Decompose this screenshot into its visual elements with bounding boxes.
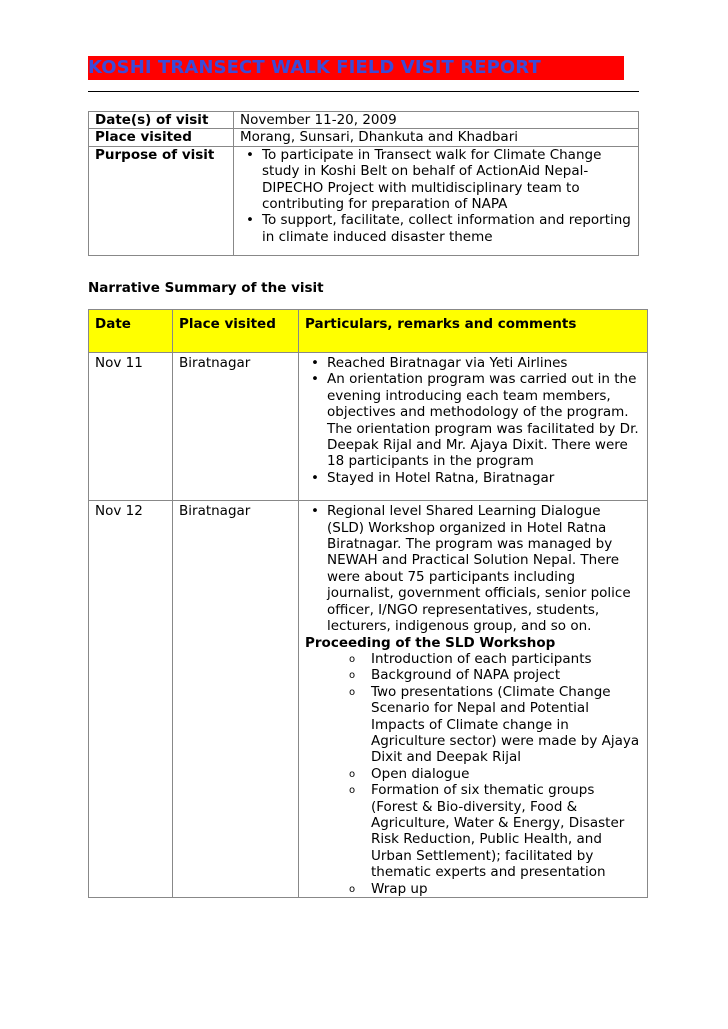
proceeding-subheading: Proceeding of the SLD Workshop bbox=[305, 634, 556, 651]
narrative-heading: Narrative Summary of the visit bbox=[88, 280, 324, 296]
list-item: o Background of NAPA project bbox=[305, 667, 641, 683]
narrative-table bbox=[88, 309, 648, 898]
row-place: Biratnagar bbox=[173, 501, 299, 898]
particulars-list bbox=[305, 355, 641, 486]
header-place: Place visited bbox=[173, 310, 299, 353]
report-title: KOSHI TRANSECT WALK FIELD VISIT REPORT bbox=[88, 56, 624, 80]
place-label: Place visited bbox=[89, 129, 234, 146]
list-item: o Wrap up bbox=[305, 881, 641, 897]
row-date: Nov 11 bbox=[89, 353, 173, 501]
table-row bbox=[89, 353, 648, 501]
title-underline bbox=[88, 91, 639, 92]
purpose-label: Purpose of visit bbox=[89, 146, 234, 255]
list-item: o Introduction of each participants bbox=[305, 651, 641, 667]
dates-label: Date(s) of visit bbox=[89, 112, 234, 129]
header-particulars: Particulars, remarks and comments bbox=[299, 310, 648, 353]
row-date: Nov 12 bbox=[89, 501, 173, 898]
list-item: • Reached Biratnagar via Yeti Airlines bbox=[305, 355, 641, 371]
list-item: o Two presentations (Climate Change Scenario for Nepal and Potential Impacts of Climate change in Agriculture sector) were made by Ajaya Dixit and Deepak Rijal bbox=[305, 684, 641, 766]
header-date: Date bbox=[89, 310, 173, 353]
info-row-place bbox=[89, 129, 639, 146]
list-item: o Open dialogue bbox=[305, 766, 641, 782]
row-particulars bbox=[299, 501, 648, 898]
list-item: • Regional level Shared Learning Dialogue (SLD) Workshop organized in Hotel Ratna Biratnagar. The program was managed by NEWAH and Practical Solution Nepal. There were about 75 participants including journalist, government officials, senior police officer, I/NGO representatives, students, lecturers, indigenous group, and so on. bbox=[305, 503, 641, 634]
list-item: • An orientation program was carried out in the evening introducing each team members, objectives and methodology of the program. The orientation program was facilitated by Dr. Deepak Rijal and Mr. Ajaya Dixit. There were 18 participants in the program bbox=[305, 371, 641, 469]
narrative-header-row bbox=[89, 310, 648, 353]
purpose-item: • To participate in Transect walk for Climate Change study in Koshi Belt on behalf of ActionAid Nepal-DIPECHO Project with multidisciplinary team to contributing for preparation of NAPA bbox=[240, 147, 632, 213]
purpose-value bbox=[234, 146, 639, 255]
row-place: Biratnagar bbox=[173, 353, 299, 501]
visit-info-table bbox=[88, 111, 639, 256]
proceeding-list bbox=[305, 651, 641, 897]
purpose-list bbox=[240, 147, 632, 245]
list-item: o Formation of six thematic groups (Forest & Bio-diversity, Food & Agriculture, Water & Energy, Disaster Risk Reduction, Public Health, and Urban Settlement); facilitated by thematic experts and presentation bbox=[305, 782, 641, 880]
purpose-item: • To support, facilitate, collect information and reporting in climate induced disaster theme bbox=[240, 212, 632, 245]
info-row-dates bbox=[89, 112, 639, 129]
place-value: Morang, Sunsari, Dhankuta and Khadbari bbox=[234, 129, 639, 146]
list-item: • Stayed in Hotel Ratna, Biratnagar bbox=[305, 470, 641, 486]
particulars-list bbox=[305, 503, 641, 634]
table-row bbox=[89, 501, 648, 898]
row-particulars bbox=[299, 353, 648, 501]
info-row-purpose bbox=[89, 146, 639, 255]
dates-value: November 11-20, 2009 bbox=[234, 112, 639, 129]
